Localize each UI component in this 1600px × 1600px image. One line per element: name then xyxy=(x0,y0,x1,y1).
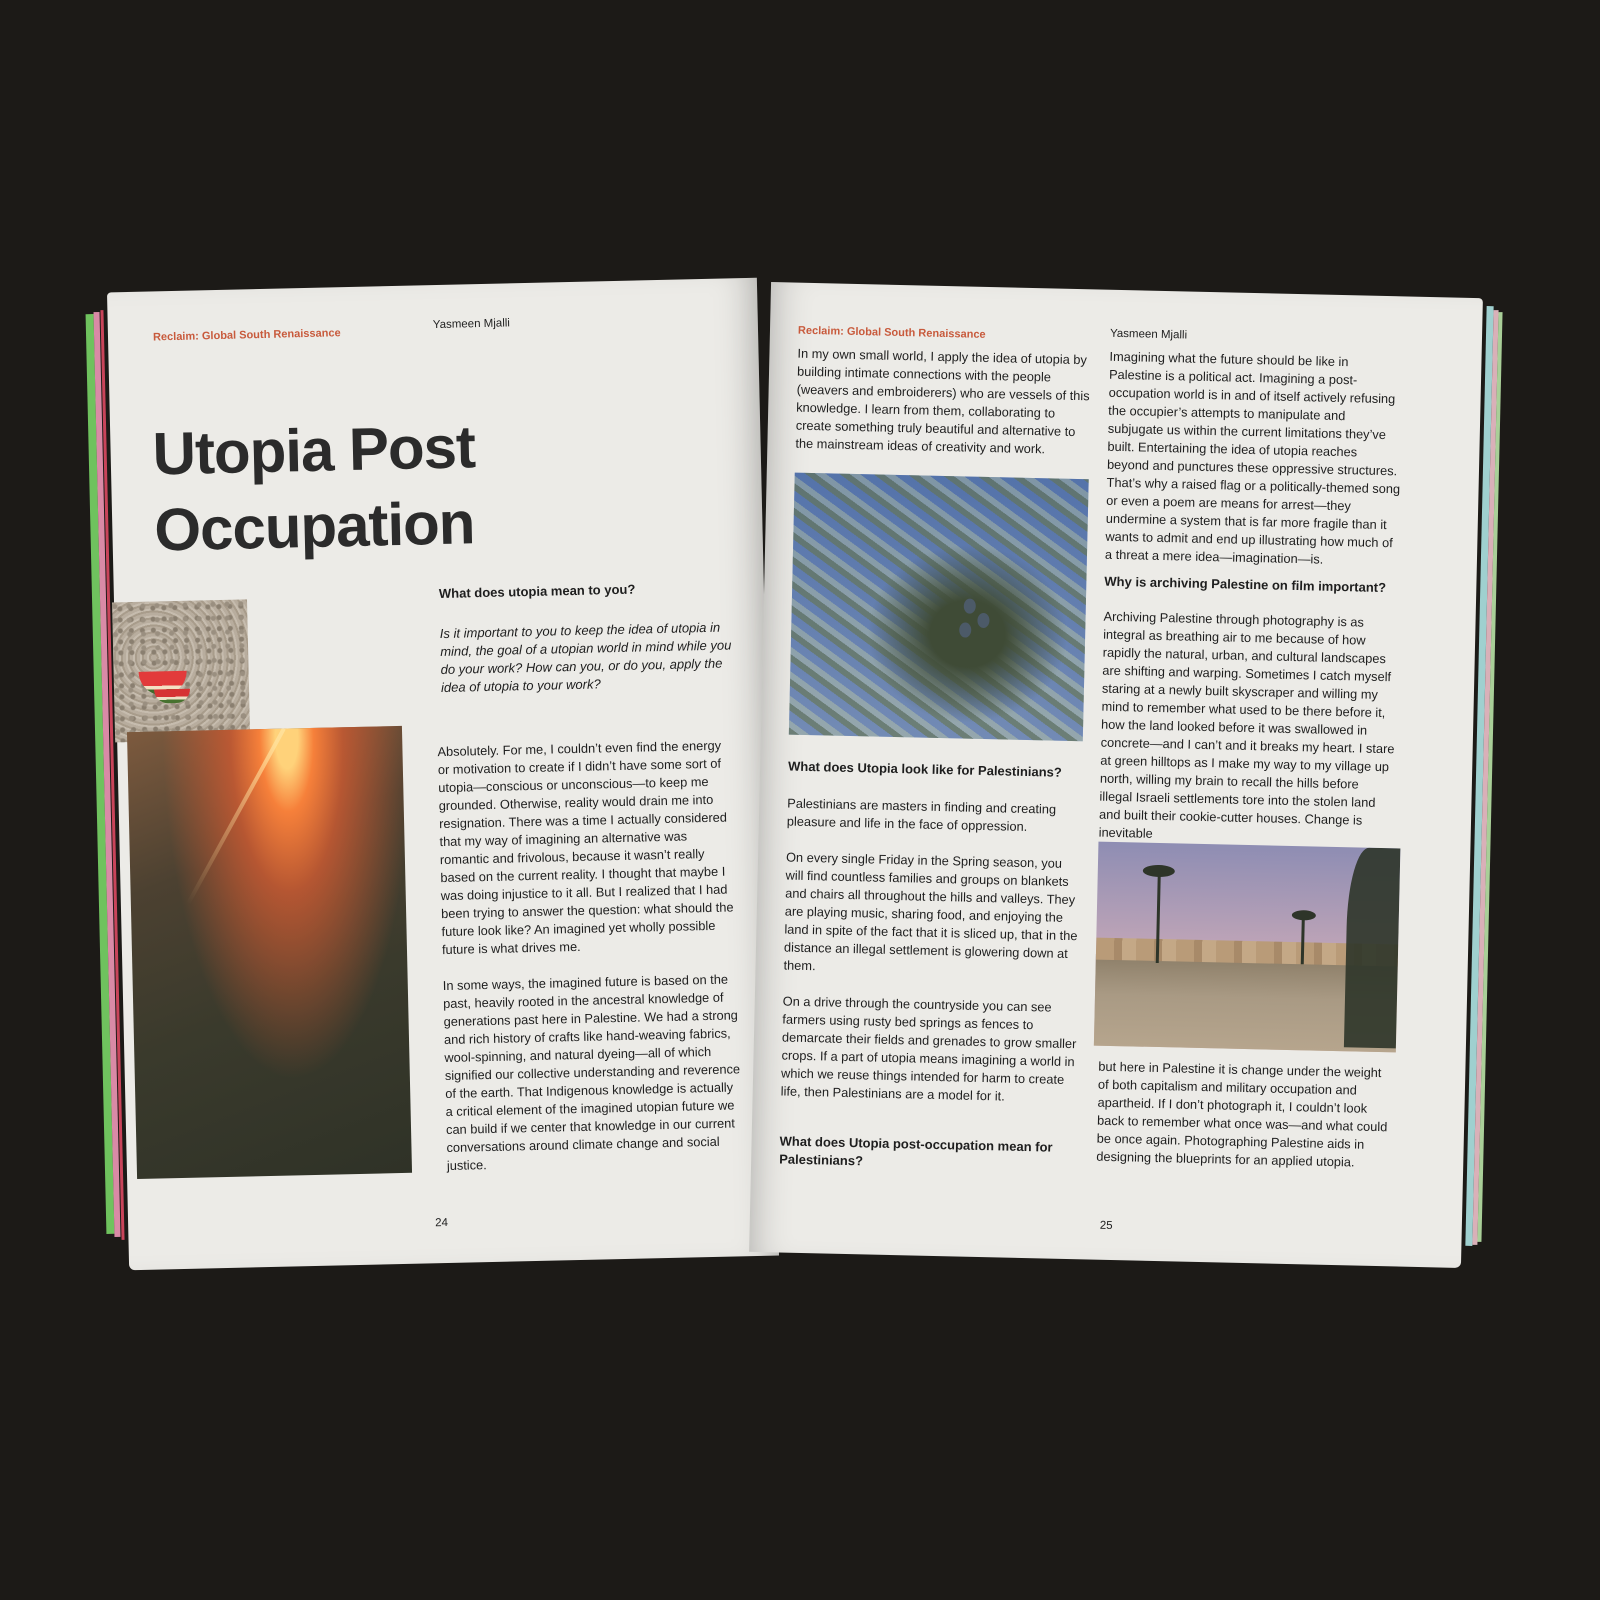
paragraph: Palestinians are masters in finding and creating pleasure and life in the face of oppression. xyxy=(786,795,1057,834)
article-body-col1-intro xyxy=(795,345,1094,478)
question-heading: Why is archiving Palestine on film important? xyxy=(1104,573,1387,596)
question-heading: What does Utopia post-occupation mean for Palestinians? xyxy=(779,1133,1053,1169)
sun-flare xyxy=(186,728,286,905)
question-heading: What does utopia mean to you? xyxy=(438,581,636,602)
paragraph: On a drive through the countryside you can see farmers using rusty bed springs as fences to demarcate their fields and grenades to grow smaller crops. If a part of utopia means imagining a world in which we reuse things intended for harm to create life, then Palestinians are a model for it. xyxy=(780,993,1077,1104)
article-body-col1 xyxy=(780,795,1083,1126)
paragraph: In some ways, the imagined future is based on the past, heavily rooted in the ancestral knowledge of generations past here in Palestine. We had a strong and rich history of crafts like hand-weaving fabrics, wool-spinning, and natural dyeing—all of which signified our collective understanding and reverence of the earth. That Indigenous knowledge is actually a critical element of the imagined utopian future we can build if we center that knowledge in our current conversations around climate change and social justice. xyxy=(442,971,741,1174)
paragraph: but here in Palestine it is change under the weight of both capitalism and military occupation and apartheid. If I don’t photograph it, I couldn’t look back to remember what once was—and what could be once again. Photographing Palestine aids in designing the blueprints for an applied utopia. xyxy=(1096,1058,1388,1170)
photo-watermelon-on-gravel xyxy=(112,599,250,742)
palm-crown xyxy=(1143,865,1175,878)
question-heading: What does Utopia look like for Palestinians? xyxy=(787,758,1062,780)
section-header: Reclaim: Global South Renaissance xyxy=(152,327,341,344)
photo-olive-branches xyxy=(789,473,1089,742)
paragraph: In my own small world, I apply the idea of utopia by building intimate connections with the people (weavers and embroiderers) who are vessels of this knowledge. I learn from them, collaborating to create something truly beautiful and alternative to the mainstream ideas of creativity and work. xyxy=(795,345,1090,457)
palm-foliage xyxy=(1344,847,1401,1048)
article-body-col2-end xyxy=(1096,1058,1391,1191)
paragraph: Archiving Palestine through photography is as integral as breathing air to me because of how rapidly the natural, urban, and cultural landscapes are shifting and warping. Sometimes I catch myself staring at a newly built skyscraper and willing my mind to remember what used to be there before it, how the land looked before it was swallowed in concrete—and I can’t and it breaks my heart. I stare at green hilltops as I make my way to my village up north, willing my brain to recall the hills before illegal Israeli settlements tore into the stolen land and built their cookie-cutter houses. Change is inevitable xyxy=(1098,608,1395,841)
question-italic: Is it important to you to keep the idea of utopia in mind, the goal of a utopian world in mind while you do your work? How can you, or do you, apply the idea of utopia to your work? xyxy=(439,619,732,696)
title-line: Occupation xyxy=(153,489,476,564)
paragraph: Absolutely. For me, I couldn’t even find the energy or motivation to create if I didn’t have some sort of utopia—conscious or unconscious—to keep me grounded. Otherwise, reality would drain me into resignation. There was a time I actually considered that my way of imagining an alternative was romantic and frivolous, because it wasn’t really based on the current reality. I thought that maybe I was doing injustice to it all. But I realized that I had been trying to answer the question: what should the future look like? An imagined yet wholly possible future is what drives me. xyxy=(437,737,734,958)
article-body-col2 xyxy=(1098,608,1399,867)
article-body-col2-intro xyxy=(1104,348,1404,589)
author-name: Yasmeen Mjalli xyxy=(432,317,511,332)
author-name: Yasmeen Mjalli xyxy=(1109,327,1188,342)
paragraph: Imagining what the future should be like in Palestine is a political act. Imagining a post-occupation world is in and of itself actively refusing the occupier’s attempts to manipulate and subjugate us within the current limitations they’ve built. Entertaining the idea of utopia reaches beyond and punctures these oppressive structures. That’s why a raised flag or a politically-themed song or even a poem are means for arrest—they undermine a system that is far more fragile than it wants to admit and end up illustrating how much of a threat a mere idea—imagination—is. xyxy=(1104,348,1401,567)
section-header: Reclaim: Global South Renaissance xyxy=(797,324,986,341)
left-page xyxy=(107,278,779,1270)
palm-crown xyxy=(1292,910,1316,921)
paragraph: On every single Friday in the Spring season, you will find countless families and groups on blankets and chairs all throughout the hills and valleys. They are playing music, sharing food, and enjoying the land in spite of the fact that it is sliced up, that in the distance an illegal settlement is glowering down at them. xyxy=(783,849,1078,974)
right-page xyxy=(749,282,1483,1268)
olive xyxy=(959,622,971,637)
photo-palm-trees-town xyxy=(1094,842,1401,1053)
watermelon-slice xyxy=(154,689,190,704)
page-number: 24 xyxy=(435,1217,449,1230)
article-body xyxy=(437,736,744,1193)
photo-sunset-field xyxy=(127,726,412,1179)
article-title xyxy=(152,407,575,568)
page-number: 25 xyxy=(1099,1219,1113,1233)
title-line: Utopia Post xyxy=(151,413,476,488)
olive xyxy=(977,613,989,628)
olive xyxy=(964,599,976,614)
